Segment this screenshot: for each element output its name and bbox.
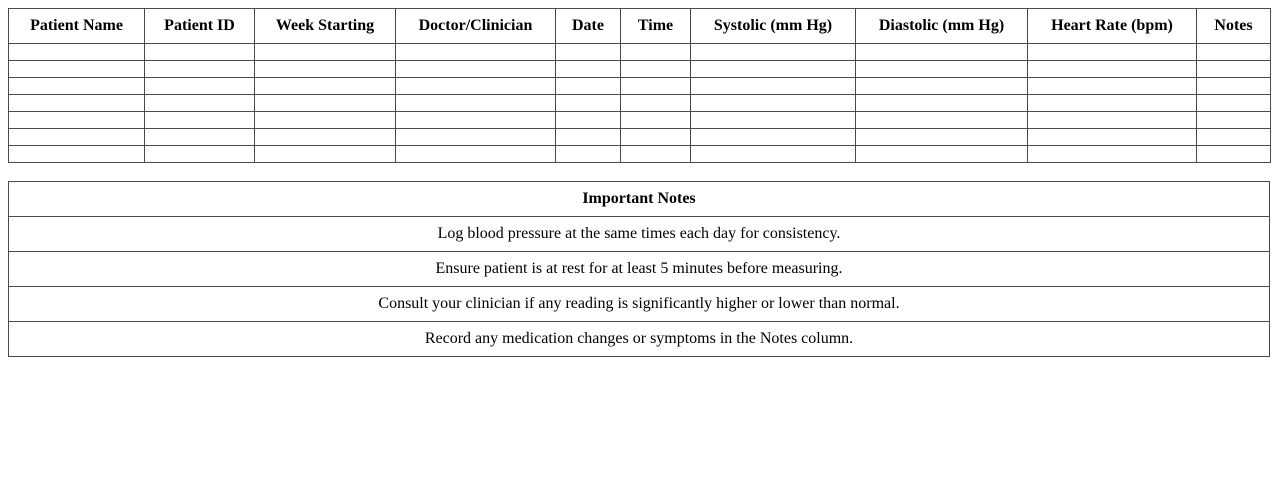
- cell-systolic[interactable]: [691, 61, 856, 78]
- cell-patient-id[interactable]: [145, 129, 255, 146]
- cell-date[interactable]: [556, 112, 621, 129]
- note-item: Record any medication changes or symptoms in the Notes column.: [9, 322, 1270, 357]
- cell-notes[interactable]: [1197, 95, 1271, 112]
- cell-week-starting[interactable]: [255, 129, 396, 146]
- cell-time[interactable]: [621, 61, 691, 78]
- cell-date[interactable]: [556, 61, 621, 78]
- notes-row: [9, 217, 1270, 252]
- cell-notes[interactable]: [1197, 112, 1271, 129]
- cell-patient-id[interactable]: [145, 44, 255, 61]
- table-row: [9, 129, 1271, 146]
- cell-systolic[interactable]: [691, 112, 856, 129]
- cell-date[interactable]: [556, 129, 621, 146]
- cell-diastolic[interactable]: [856, 78, 1028, 95]
- cell-patient-id[interactable]: [145, 61, 255, 78]
- notes-title-row: [9, 182, 1270, 217]
- cell-patient-name[interactable]: [9, 61, 145, 78]
- notes-row: [9, 252, 1270, 287]
- cell-heart-rate[interactable]: [1028, 146, 1197, 163]
- cell-patient-name[interactable]: [9, 112, 145, 129]
- cell-patient-id[interactable]: [145, 112, 255, 129]
- cell-time[interactable]: [621, 112, 691, 129]
- cell-heart-rate[interactable]: [1028, 44, 1197, 61]
- cell-systolic[interactable]: [691, 129, 856, 146]
- note-item: Log blood pressure at the same times each day for consistency.: [9, 217, 1270, 252]
- cell-systolic[interactable]: [691, 44, 856, 61]
- cell-notes[interactable]: [1197, 78, 1271, 95]
- cell-doctor-clinician[interactable]: [396, 78, 556, 95]
- cell-heart-rate[interactable]: [1028, 95, 1197, 112]
- notes-title: Important Notes: [9, 182, 1270, 217]
- cell-notes[interactable]: [1197, 146, 1271, 163]
- header-doctor-clinician: Doctor/Clinician: [396, 9, 556, 44]
- cell-diastolic[interactable]: [856, 61, 1028, 78]
- notes-row: [9, 322, 1270, 357]
- cell-diastolic[interactable]: [856, 146, 1028, 163]
- table-row: [9, 78, 1271, 95]
- cell-date[interactable]: [556, 95, 621, 112]
- header-patient-id: Patient ID: [145, 9, 255, 44]
- cell-doctor-clinician[interactable]: [396, 61, 556, 78]
- cell-week-starting[interactable]: [255, 44, 396, 61]
- cell-doctor-clinician[interactable]: [396, 44, 556, 61]
- notes-row: [9, 287, 1270, 322]
- cell-week-starting[interactable]: [255, 95, 396, 112]
- blood-pressure-log-table: [8, 8, 1271, 163]
- cell-time[interactable]: [621, 95, 691, 112]
- header-week-starting: Week Starting: [255, 9, 396, 44]
- table-row: [9, 146, 1271, 163]
- cell-systolic[interactable]: [691, 95, 856, 112]
- cell-patient-name[interactable]: [9, 78, 145, 95]
- note-item: Consult your clinician if any reading is significantly higher or lower than normal.: [9, 287, 1270, 322]
- cell-diastolic[interactable]: [856, 95, 1028, 112]
- cell-week-starting[interactable]: [255, 146, 396, 163]
- cell-doctor-clinician[interactable]: [396, 146, 556, 163]
- note-item: Ensure patient is at rest for at least 5 minutes before measuring.: [9, 252, 1270, 287]
- cell-patient-id[interactable]: [145, 78, 255, 95]
- table-row: [9, 112, 1271, 129]
- cell-week-starting[interactable]: [255, 61, 396, 78]
- cell-patient-name[interactable]: [9, 129, 145, 146]
- cell-notes[interactable]: [1197, 129, 1271, 146]
- cell-patient-id[interactable]: [145, 146, 255, 163]
- cell-time[interactable]: [621, 146, 691, 163]
- log-table-body: [9, 44, 1271, 163]
- cell-doctor-clinician[interactable]: [396, 112, 556, 129]
- cell-heart-rate[interactable]: [1028, 78, 1197, 95]
- cell-notes[interactable]: [1197, 44, 1271, 61]
- cell-diastolic[interactable]: [856, 44, 1028, 61]
- header-date: Date: [556, 9, 621, 44]
- cell-notes[interactable]: [1197, 61, 1271, 78]
- cell-systolic[interactable]: [691, 78, 856, 95]
- header-systolic: Systolic (mm Hg): [691, 9, 856, 44]
- cell-patient-id[interactable]: [145, 95, 255, 112]
- important-notes-table: [8, 181, 1270, 357]
- cell-week-starting[interactable]: [255, 112, 396, 129]
- cell-time[interactable]: [621, 78, 691, 95]
- header-notes: Notes: [1197, 9, 1271, 44]
- cell-date[interactable]: [556, 146, 621, 163]
- header-patient-name: Patient Name: [9, 9, 145, 44]
- cell-doctor-clinician[interactable]: [396, 95, 556, 112]
- header-heart-rate: Heart Rate (bpm): [1028, 9, 1197, 44]
- cell-heart-rate[interactable]: [1028, 61, 1197, 78]
- cell-diastolic[interactable]: [856, 112, 1028, 129]
- table-row: [9, 44, 1271, 61]
- table-row: [9, 95, 1271, 112]
- cell-time[interactable]: [621, 129, 691, 146]
- cell-date[interactable]: [556, 78, 621, 95]
- header-time: Time: [621, 9, 691, 44]
- cell-systolic[interactable]: [691, 146, 856, 163]
- table-row: [9, 61, 1271, 78]
- cell-heart-rate[interactable]: [1028, 112, 1197, 129]
- header-diastolic: Diastolic (mm Hg): [856, 9, 1028, 44]
- cell-date[interactable]: [556, 44, 621, 61]
- cell-diastolic[interactable]: [856, 129, 1028, 146]
- cell-patient-name[interactable]: [9, 146, 145, 163]
- cell-week-starting[interactable]: [255, 78, 396, 95]
- cell-time[interactable]: [621, 44, 691, 61]
- cell-heart-rate[interactable]: [1028, 129, 1197, 146]
- cell-doctor-clinician[interactable]: [396, 129, 556, 146]
- header-row: [9, 9, 1271, 44]
- cell-patient-name[interactable]: [9, 44, 145, 61]
- cell-patient-name[interactable]: [9, 95, 145, 112]
